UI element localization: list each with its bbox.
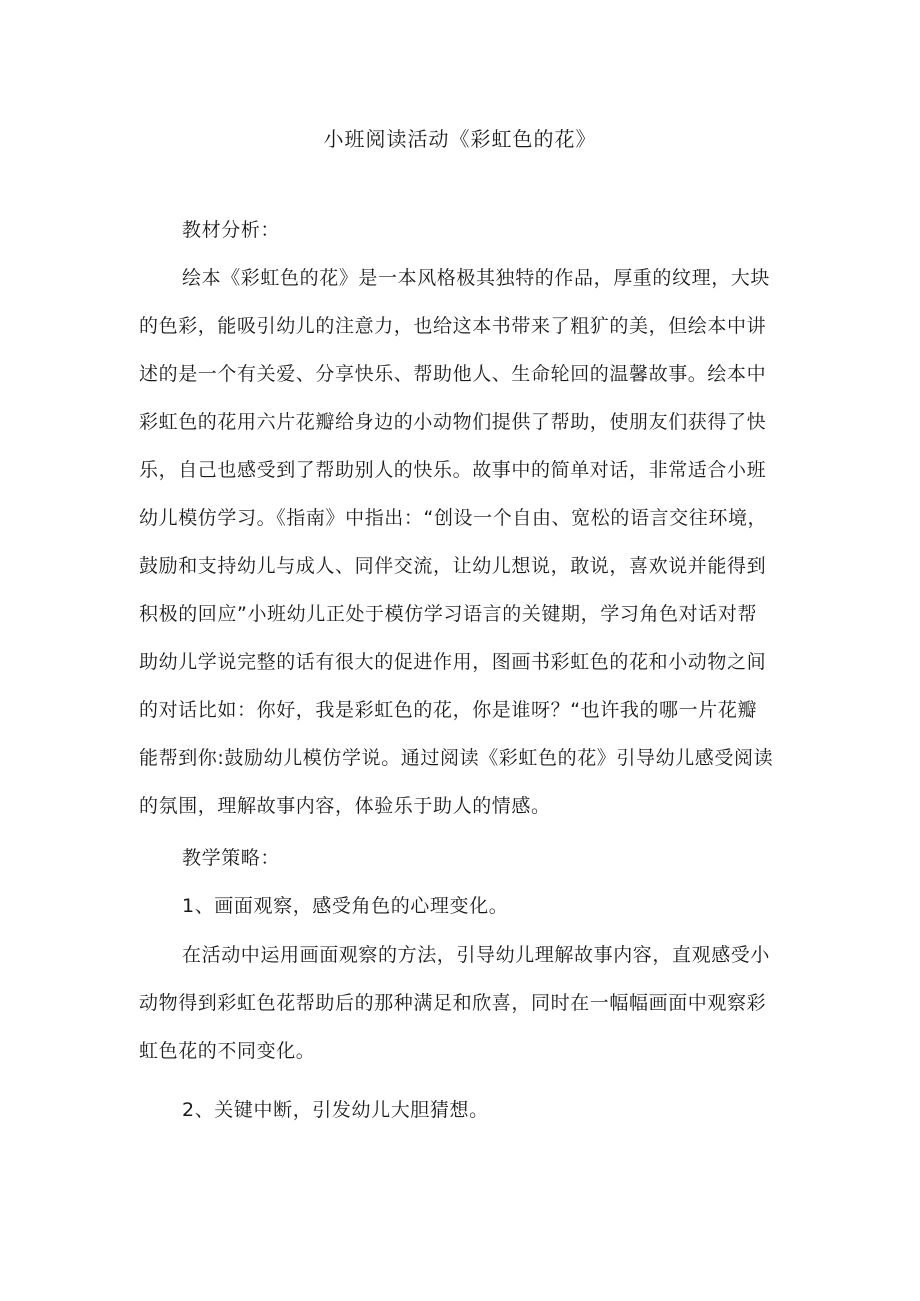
paragraph-line: 的对话比如：你好，我是彩虹色的花，你是谁呀？“也许我的哪一片花瓣 xyxy=(139,699,758,721)
paragraph-line: 乐，自己也感受到了帮助别人的快乐。故事中的简单对话，非常适合小班 xyxy=(139,459,767,481)
paragraph-line: 鼓励和支持幼儿与成人、同伴交流，让幼儿想说，敢说，喜欢说并能得到 xyxy=(139,555,767,577)
paragraph-line: 助幼儿学说完整的话有很大的促进作用，图画书彩虹色的花和小动物之间 xyxy=(139,651,767,673)
paragraph-line: 动物得到彩虹色花帮助后的那种满足和欣喜，同时在一幅幅画面中观察彩 xyxy=(139,992,767,1014)
paragraph-line: 述的是一个有关爱、分享快乐、帮助他人、生命轮回的温馨故事。绘本中 xyxy=(139,363,767,385)
section-heading-analysis: 教材分析： xyxy=(182,219,281,241)
section-heading-strategy: 教学策略： xyxy=(182,847,281,869)
paragraph-line: 在活动中运用画面观察的方法，引导幼儿理解故事内容，直观感受小 xyxy=(182,944,771,966)
paragraph-line: 彩虹色的花用六片花瓣给身边的小动物们提供了帮助，使朋友们获得了快 xyxy=(139,411,767,433)
strategy-heading-2: 2、关键中断，引发幼儿大胆猜想。 xyxy=(182,1099,489,1121)
paragraph-line: 积极的回应”小班幼儿正处于模仿学习语言的关键期，学习角色对话对帮 xyxy=(139,603,758,625)
strategy-heading-1: 1、画面观察，感受角色的心理变化。 xyxy=(182,895,509,917)
paragraph-line: 绘本《彩虹色的花》是一本风格极其独特的作品，厚重的纹理，大块 xyxy=(182,267,771,289)
paragraph-line: 幼儿模仿学习。《指南》中指出：“创设一个自由、宽松的语言交往环境， xyxy=(139,507,768,529)
paragraph-line: 虹色花的不同变化。 xyxy=(139,1040,316,1062)
paragraph-line: 的氛围，理解故事内容，体验乐于助人的情感。 xyxy=(139,795,551,817)
document-title: 小班阅读活动《彩虹色的花》 xyxy=(323,127,597,151)
paragraph-line: 的色彩，能吸引幼儿的注意力，也给这本书带来了粗犷的美，但绘本中讲 xyxy=(139,315,767,337)
paragraph-line: 能帮到你:鼓励幼儿模仿学说。通过阅读《彩虹色的花》引导幼儿感受阅读 xyxy=(139,747,774,769)
